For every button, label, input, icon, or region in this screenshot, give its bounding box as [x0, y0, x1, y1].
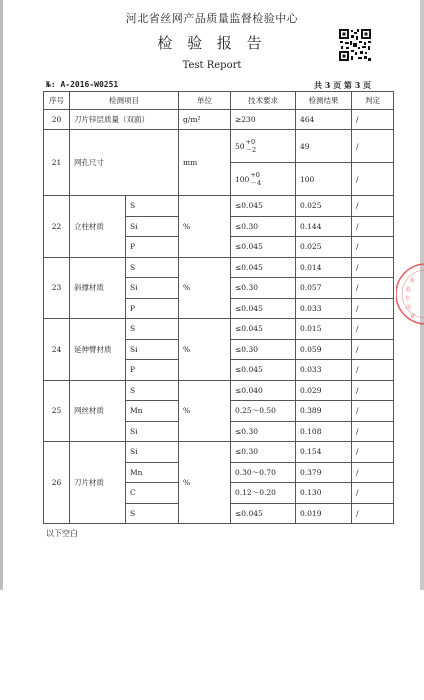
row-requirement: ≤0.045	[231, 257, 296, 278]
row-element: P	[126, 237, 179, 258]
row-verdict: /	[352, 110, 394, 130]
row-requirement	[231, 163, 296, 196]
row-no: 23	[44, 257, 70, 319]
table-row	[44, 130, 394, 163]
row-verdict: /	[352, 462, 394, 483]
row-result: 0.389	[296, 401, 352, 422]
official-seal-stamp	[396, 262, 424, 326]
row-requirement: ≤0.045	[231, 237, 296, 258]
row-requirement: 0.30～0.70	[231, 462, 296, 483]
tolerance-upper: +0	[250, 171, 260, 179]
tolerance-expression	[235, 138, 256, 154]
tolerance-expression	[235, 171, 261, 187]
row-element: S	[126, 319, 179, 340]
row-no: 24	[44, 319, 70, 381]
row-requirement: ≤0.30	[231, 442, 296, 463]
row-element: S	[126, 257, 179, 278]
table-row	[44, 196, 394, 217]
row-result: 0.025	[296, 237, 352, 258]
table-row	[44, 110, 394, 130]
row-requirement	[231, 130, 296, 163]
header-unit: 单位	[179, 92, 231, 110]
row-verdict: /	[352, 503, 394, 524]
row-item: 刀片材质	[70, 442, 126, 524]
row-result: 49	[296, 130, 352, 163]
row-element: C	[126, 483, 179, 504]
row-verdict: /	[352, 339, 394, 360]
row-element: Mn	[126, 401, 179, 422]
row-verdict: /	[352, 380, 394, 401]
row-unit: %	[179, 319, 231, 381]
row-result: 0.029	[296, 380, 352, 401]
row-requirement: ≤0.045	[231, 319, 296, 340]
row-result: 0.057	[296, 278, 352, 299]
row-result: 0.144	[296, 216, 352, 237]
row-requirement: ≤0.30	[231, 216, 296, 237]
row-verdict: /	[352, 298, 394, 319]
table-row	[44, 380, 394, 401]
row-element: Si	[126, 442, 179, 463]
row-verdict: /	[352, 163, 394, 196]
row-requirement: ≤0.040	[231, 380, 296, 401]
row-verdict: /	[352, 257, 394, 278]
row-element: P	[126, 360, 179, 381]
row-unit: %	[179, 196, 231, 258]
row-unit: g/m²	[179, 110, 231, 130]
row-verdict: /	[352, 216, 394, 237]
blank-below-note: 以下空白	[46, 529, 78, 538]
row-result: 0.025	[296, 196, 352, 217]
row-verdict: /	[352, 360, 394, 381]
row-result: 0.033	[296, 298, 352, 319]
row-requirement: ≥230	[231, 110, 296, 130]
row-item: 立柱材质	[70, 196, 126, 258]
row-requirement: ≤0.045	[231, 196, 296, 217]
row-result: 464	[296, 110, 352, 130]
row-element: Si	[126, 278, 179, 299]
table-row	[44, 257, 394, 278]
row-result: 0.154	[296, 442, 352, 463]
row-result: 0.014	[296, 257, 352, 278]
tolerance-lower: －4	[250, 179, 261, 187]
row-item: 斜撑材质	[70, 257, 126, 319]
row-result: 0.130	[296, 483, 352, 504]
row-requirement: ≤0.30	[231, 339, 296, 360]
row-element: Mn	[126, 462, 179, 483]
row-element: S	[126, 196, 179, 217]
row-requirement: ≤0.045	[231, 503, 296, 524]
report-subtitle: Test Report	[182, 60, 242, 71]
row-item: 网丝材质	[70, 380, 126, 442]
row-unit: mm	[179, 130, 231, 196]
row-verdict: /	[352, 401, 394, 422]
row-no: 20	[44, 110, 70, 130]
table-row	[44, 442, 394, 463]
row-element: S	[126, 380, 179, 401]
tolerance-base: 100	[235, 174, 250, 184]
row-verdict: /	[352, 421, 394, 442]
header-result: 检测结果	[296, 92, 352, 110]
row-requirement: ≤0.045	[231, 360, 296, 381]
row-element: Si	[126, 339, 179, 360]
header-no: 序号	[44, 92, 70, 110]
test-results-table	[43, 91, 394, 524]
tolerance-upper: +0	[245, 138, 256, 146]
report-title: 检 验 报 告	[157, 34, 267, 52]
table-row	[44, 319, 394, 340]
row-no: 21	[44, 130, 70, 196]
header-requirement: 技术要求	[231, 92, 296, 110]
row-verdict: /	[352, 319, 394, 340]
row-no: 25	[44, 380, 70, 442]
svg-text:验: 验	[406, 287, 412, 293]
row-requirement: ≤0.045	[231, 298, 296, 319]
tolerance-limits	[246, 138, 257, 154]
qr-code-icon	[338, 28, 372, 62]
row-unit: %	[179, 380, 231, 442]
svg-text:章: 章	[410, 314, 416, 320]
row-unit: %	[179, 257, 231, 319]
row-result: 100	[296, 163, 352, 196]
header-item: 检测项目	[70, 92, 179, 110]
row-result: 0.059	[296, 339, 352, 360]
row-no: 22	[44, 196, 70, 258]
header-verdict: 判定	[352, 92, 394, 110]
row-requirement: 0.25～0.50	[231, 401, 296, 422]
svg-text:用: 用	[406, 305, 412, 311]
row-element: Si	[126, 216, 179, 237]
row-verdict: /	[352, 130, 394, 163]
row-element: Si	[126, 421, 179, 442]
report-number: №: A-2016-W0251	[46, 80, 119, 89]
organization-name: 河北省丝网产品质量监督检验中心	[125, 12, 299, 25]
row-result: 0.379	[296, 462, 352, 483]
row-result: 0.015	[296, 319, 352, 340]
row-requirement: 0.12～0.20	[231, 483, 296, 504]
row-requirement: ≤0.30	[231, 421, 296, 442]
tolerance-limits	[250, 171, 261, 187]
row-result: 0.033	[296, 360, 352, 381]
row-item: 网孔尺寸	[70, 130, 179, 196]
row-unit: %	[179, 442, 231, 524]
tolerance-lower: －2	[245, 146, 257, 154]
svg-text:检: 检	[410, 278, 416, 284]
row-verdict: /	[352, 442, 394, 463]
row-result: 0.108	[296, 421, 352, 442]
row-element: P	[126, 298, 179, 319]
row-item: 延伸臂材质	[70, 319, 126, 381]
page-indicator: 共 3 页 第 3 页	[314, 80, 372, 90]
row-verdict: /	[352, 278, 394, 299]
row-no: 26	[44, 442, 70, 524]
row-item: 刀片锌层质量（双面）	[70, 110, 179, 130]
row-verdict: /	[352, 196, 394, 217]
tolerance-base: 50	[235, 141, 245, 151]
row-element: S	[126, 503, 179, 524]
left-page-edge	[0, 0, 3, 590]
svg-text:专: 专	[405, 296, 411, 302]
row-requirement: ≤0.30	[231, 278, 296, 299]
row-verdict: /	[352, 237, 394, 258]
row-verdict: /	[352, 483, 394, 504]
row-result: 0.019	[296, 503, 352, 524]
